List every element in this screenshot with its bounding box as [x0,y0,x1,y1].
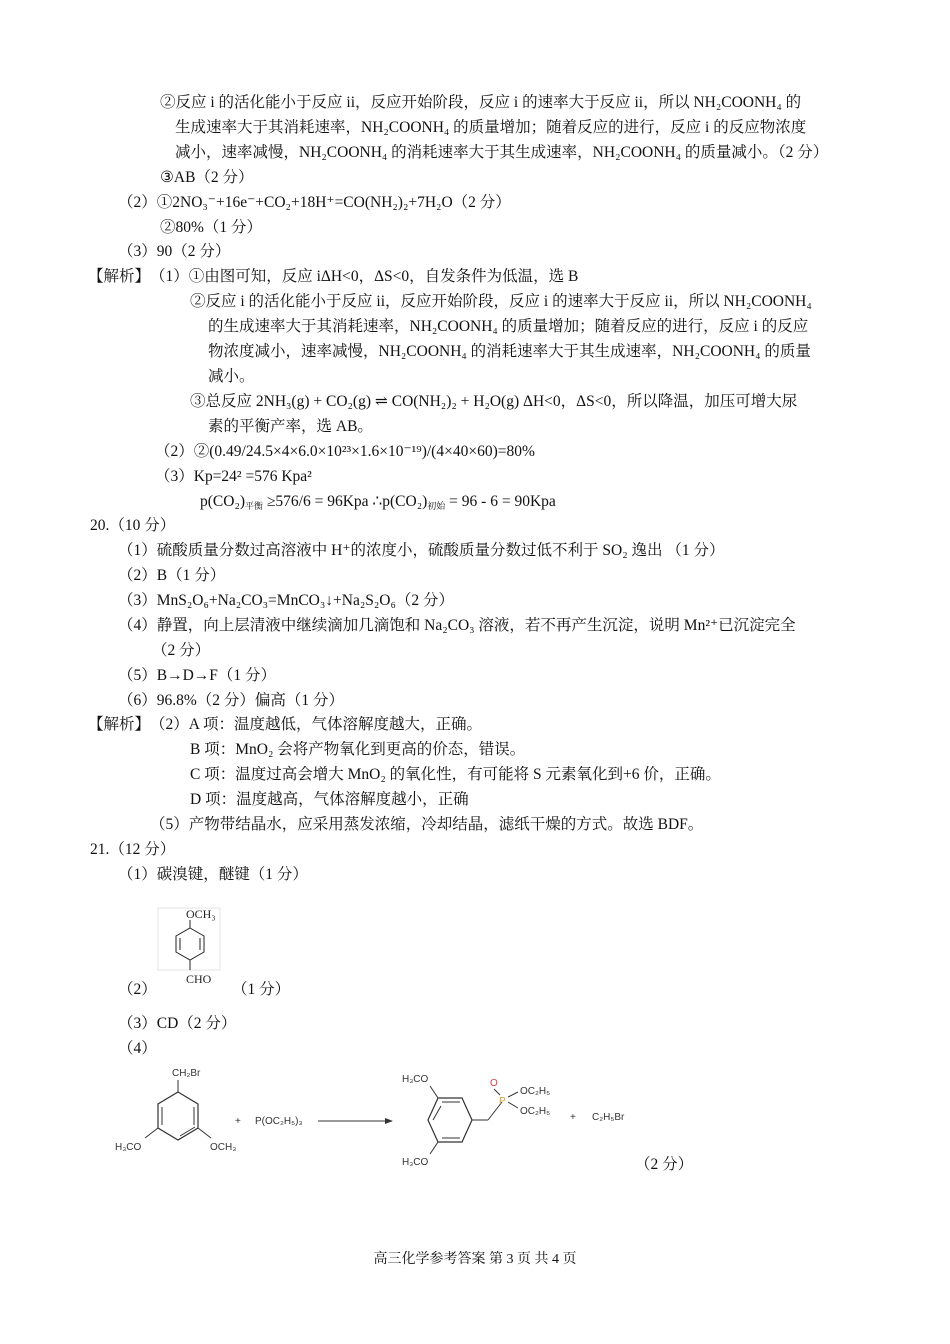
q20-4-line2: （2 分） [152,642,211,659]
q20-5: （5）B→D→F（1 分） [118,667,277,684]
text-segment: ≥576/6 = 96Kpa ∴p(CO₂) [263,493,428,510]
q19-1-2-line1: ②反应 i 的活化能小于反应 ii，反应开始阶段，反应 i 的速率大于反应 ii，所以 NH₂COONH₄ 的 [160,94,802,111]
plus-sign: + [570,1112,576,1123]
structure-label: H₃CO [115,1142,142,1153]
text-segment: p(CO₂) [200,493,246,510]
q21-2-score: （1 分） [232,981,291,998]
q20-6: （6）96.8%（2 分）偏高（1 分） [118,692,345,709]
reaction-arrow [318,1118,393,1124]
byproduct-label: C₂H₅Br [592,1112,625,1123]
q19-exp-1-2-line2: 的生成速率大于其消耗速率，NH₂COONH₄ 的质量增加；随着反应的进行，反应 i 的反应 [208,318,809,335]
q21-3: （3）CD（2 分） [118,1015,237,1032]
structure-label: OCH₃ [186,907,216,921]
q19-exp-1-2-line3: 物浓度减小，速率减慢，NH₂COONH₄ 的消耗速率大于其生成速率，NH₂COONH₄ 的质量 [208,343,811,360]
q21-2-label: （2） [118,981,157,998]
oxygen-label: O [490,1078,498,1089]
q19-exp-2: （2）②(0.49/24.5×4×6.0×10²³×1.6×10⁻¹⁹)/(4×40×60)=80% [155,443,535,460]
q19-exp-3-line2 [200,492,556,516]
reaction-scheme [100,1062,660,1172]
q21-4-score: （2 分） [635,1156,694,1173]
q19-explanation-label: 【解析】 [88,268,151,285]
structure-label: H₃CO [402,1157,429,1168]
q19-exp-1-1: （1）①由图可知，反应 iΔH<0，ΔS<0，自发条件为低温，选 B [150,268,579,285]
q21-title: 21.（12 分） [90,841,176,858]
q19-exp-1-3-line2: 素的平衡产率，选 AB。 [208,418,373,435]
q19-1-2-line2: 生成速率大于其消耗速率，NH₂COONH₄ 的质量增加；随着反应的进行，反应 i 的反应物浓度 [175,119,807,136]
q21-1: （1）碳溴键，醚键（1 分） [118,866,308,883]
q19-exp-3-line1: （3）Kp=24² =576 Kpa² [155,468,312,485]
structure-label: CHO [186,972,212,986]
q20-title: 20.（10 分） [90,517,176,534]
phosphorus-label: P [499,1096,506,1107]
structure-label: CH₂Br [172,1068,201,1079]
structure-label: OC₂H₅ [520,1106,551,1117]
text-segment: = 96 - 6 = 90Kpa [445,493,556,510]
q19-exp-1-2-line4: 减小。 [208,368,255,385]
q19-1-3: ③AB（2 分） [160,169,254,186]
reagent-label: P(OC₂H₅)₃ [255,1116,303,1127]
q20-exp-a: （2）A 项：温度越低，气体溶解度越大，正确。 [150,716,482,733]
q20-exp-d: D 项：温度越高，气体溶解度越小，正确 [190,791,469,808]
reactant-structure [115,1068,236,1153]
q20-4-line1: （4）静置，向上层清液中继续滴加几滴饱和 Na₂CO₃ 溶液，若不再产生沉淀，说明 Mn²⁺已沉淀完全 [118,617,796,634]
q20-explanation-label: 【解析】 [88,716,151,733]
q21-4-label: （4） [118,1040,157,1057]
structure-label: H₃CO [402,1074,429,1085]
subscript: 初始 [427,501,446,511]
subscript: 平衡 [245,501,264,511]
product-structure [402,1074,550,1168]
q19-exp-1-3-line1: ③总反应 2NH₃(g) + CO₂(g) ⇌ CO(NH₂)₂ + H₂O(g) ΔH<0，ΔS<0，所以降温，加压可增大尿 [190,393,798,410]
q20-exp-c: C 项：温度过高会增大 MnO₂ 的氧化性，有可能将 S 元素氧化到+6 价，正确。 [190,766,721,783]
q19-1-2-line3: 减小，速率减慢，NH₂COONH₄ 的消耗速率大于其生成速率，NH₂COONH₄ 的质量减小。（2 分） [175,144,829,161]
plus-sign: + [235,1116,241,1127]
q20-2: （2）B（1 分） [118,567,226,584]
q20-exp-b: B 项：MnO₂ 会将产物氧化到更高的价态，错误。 [190,741,526,758]
q19-2-1: （2）①2NO₃⁻+16e⁻+CO₂+18H⁺=CO(NH₂)₂+7H₂O（2 分） [118,194,511,211]
q19-3: （3）90（2 分） [118,243,231,260]
q20-exp-5: （5）产物带结晶水，应采用蒸发浓缩，冷却结晶，滤纸干燥的方式。故选 BDF。 [150,816,704,833]
structure-label: OC₂H₅ [520,1086,551,1097]
q19-2-2: ②80%（1 分） [160,219,263,236]
q20-1: （1）硫酸质量分数过高溶液中 H⁺的浓度小，硫酸质量分数过低不利于 SO₂ 逸出 （1 分） [118,542,725,559]
q19-exp-1-2-line1: ②反应 i 的活化能小于反应 ii，反应开始阶段，反应 i 的速率大于反应 ii，所以 NH₂COONH₄ [190,293,812,310]
structure-label: OCH₃ [210,1142,237,1153]
page-footer: 高三化学参考答案 第 3 页 共 4 页 [373,1252,577,1267]
q20-3: （3）MnS₂O₆+Na₂CO₃=MnCO₃↓+Na₂S₂O₆（2 分） [118,592,454,609]
anisaldehyde-structure [150,900,230,990]
